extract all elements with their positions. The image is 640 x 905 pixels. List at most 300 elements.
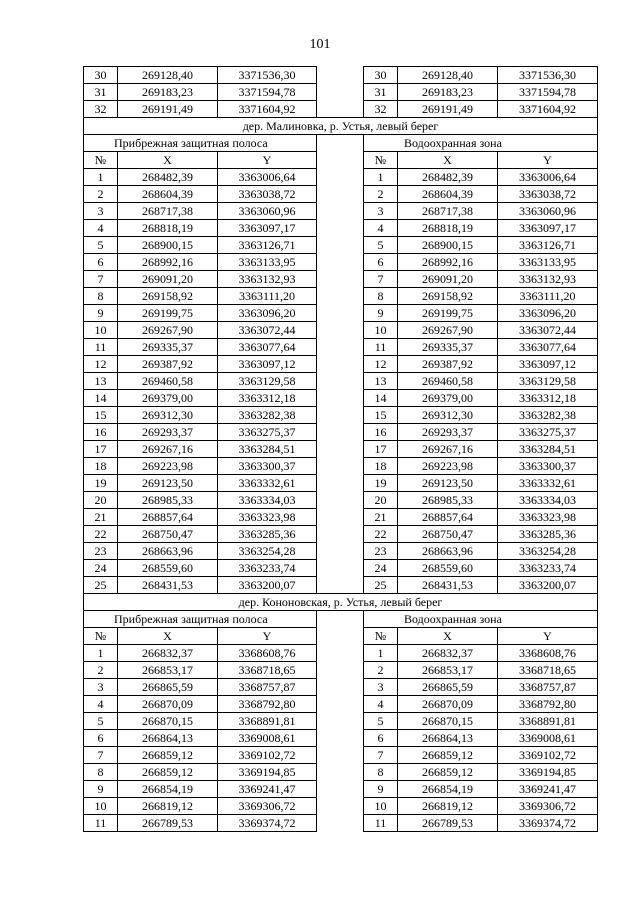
- point-number: 8: [364, 764, 398, 781]
- coord-x: 266854,19: [398, 781, 498, 798]
- table-row: [84, 288, 598, 305]
- point-number: 16: [364, 424, 398, 441]
- point-number: 32: [364, 101, 398, 118]
- point-number: 4: [364, 696, 398, 713]
- table-row: [84, 492, 598, 509]
- point-number: 11: [364, 815, 398, 832]
- coord-x: 269460,58: [398, 373, 498, 390]
- point-number: 9: [84, 781, 118, 798]
- point-number: 7: [364, 747, 398, 764]
- point-number: 4: [364, 220, 398, 237]
- coord-x: 266859,12: [398, 747, 498, 764]
- table-row: [84, 203, 598, 220]
- column-gap: [317, 815, 364, 832]
- coord-y: 3363111,20: [498, 288, 598, 305]
- column-header-x: X: [118, 152, 218, 169]
- column-gap: [317, 288, 364, 305]
- column-gap: [317, 84, 364, 101]
- table-row: [84, 560, 598, 577]
- column-gap: [317, 390, 364, 407]
- table-row: [84, 305, 598, 322]
- column-gap: [317, 730, 364, 747]
- coordinates-table: [83, 66, 598, 832]
- table-row: [84, 84, 598, 101]
- table-row: [84, 815, 598, 832]
- point-number: 15: [84, 407, 118, 424]
- coord-x: 266870,09: [118, 696, 218, 713]
- coord-x: 268604,39: [398, 186, 498, 203]
- table-row: [84, 543, 598, 560]
- coord-x: 269293,37: [118, 424, 218, 441]
- column-gap: [317, 679, 364, 696]
- column-gap: [317, 492, 364, 509]
- coord-x: 268992,16: [398, 254, 498, 271]
- page-number: 101: [309, 37, 331, 52]
- point-number: 20: [84, 492, 118, 509]
- coord-x: 269223,98: [398, 458, 498, 475]
- coord-y: 3363060,96: [218, 203, 317, 220]
- coord-y: 3363284,51: [218, 441, 317, 458]
- column-gap: [317, 662, 364, 679]
- column-gap: [317, 441, 364, 458]
- column-gap: [317, 356, 364, 373]
- coord-y: 3363132,93: [498, 271, 598, 288]
- coord-y: 3368891,81: [218, 713, 317, 730]
- coord-y: 3369374,72: [498, 815, 598, 832]
- coord-y: 3368757,87: [218, 679, 317, 696]
- zone-label-row: [84, 135, 598, 152]
- coord-y: 3363312,18: [218, 390, 317, 407]
- section-title-row: [84, 118, 598, 135]
- coord-y: 3363060,96: [498, 203, 598, 220]
- coord-x: 269191,49: [398, 101, 498, 118]
- point-number: 21: [364, 509, 398, 526]
- coord-x: 269191,49: [118, 101, 218, 118]
- point-number: 3: [84, 679, 118, 696]
- coord-y: 3363129,58: [498, 373, 598, 390]
- coord-y: 3363096,20: [498, 305, 598, 322]
- column-header-number: №: [364, 152, 398, 169]
- point-number: 5: [84, 237, 118, 254]
- point-number: 3: [364, 203, 398, 220]
- point-number: 11: [84, 815, 118, 832]
- coord-x: 266859,12: [398, 764, 498, 781]
- coord-x: 266865,59: [118, 679, 218, 696]
- coord-y: 3363038,72: [498, 186, 598, 203]
- column-gap: [317, 186, 364, 203]
- coord-x: 269158,92: [118, 288, 218, 305]
- column-gap: [317, 747, 364, 764]
- table-row: [84, 781, 598, 798]
- coord-x: 266870,15: [398, 713, 498, 730]
- coord-x: 269267,90: [118, 322, 218, 339]
- coord-x: 269223,98: [118, 458, 218, 475]
- coord-y: 3368757,87: [498, 679, 598, 696]
- point-number: 22: [84, 526, 118, 543]
- point-number: 8: [84, 764, 118, 781]
- coord-y: 3371604,92: [498, 101, 598, 118]
- section-title-row: [84, 594, 598, 611]
- coord-y: 3363284,51: [498, 441, 598, 458]
- coord-y: 3363126,71: [498, 237, 598, 254]
- column-gap: [317, 713, 364, 730]
- coord-x: 266870,09: [398, 696, 498, 713]
- column-gap: [317, 628, 364, 645]
- point-number: 12: [364, 356, 398, 373]
- coord-x: 268985,33: [118, 492, 218, 509]
- column-header-number: №: [84, 152, 118, 169]
- coord-y: 3363132,93: [218, 271, 317, 288]
- coord-x: 268900,15: [118, 237, 218, 254]
- column-gap: [317, 577, 364, 594]
- point-number: 14: [364, 390, 398, 407]
- coord-x: 266819,12: [398, 798, 498, 815]
- table-row: [84, 101, 598, 118]
- coord-x: 268431,53: [118, 577, 218, 594]
- coord-x: 269128,40: [398, 67, 498, 84]
- zone-label-row: [84, 611, 598, 628]
- coord-x: 269158,92: [398, 288, 498, 305]
- point-number: 30: [364, 67, 398, 84]
- column-gap: [317, 237, 364, 254]
- point-number: 5: [364, 237, 398, 254]
- point-number: 3: [84, 203, 118, 220]
- point-number: 1: [84, 169, 118, 186]
- coord-x: 266854,19: [118, 781, 218, 798]
- coord-x: 266864,13: [398, 730, 498, 747]
- coord-x: 268818,19: [118, 220, 218, 237]
- coord-y: 3371594,78: [498, 84, 598, 101]
- column-gap: [317, 169, 364, 186]
- point-number: 18: [364, 458, 398, 475]
- point-number: 1: [364, 169, 398, 186]
- coord-x: 266819,12: [118, 798, 218, 815]
- table-row: [84, 220, 598, 237]
- coord-y: 3369374,72: [218, 815, 317, 832]
- coord-y: 3371536,30: [498, 67, 598, 84]
- water-protection-zone-label: Водоохранная зона: [364, 611, 598, 628]
- table-row: [84, 169, 598, 186]
- table-row: [84, 645, 598, 662]
- coord-x: 269123,50: [398, 475, 498, 492]
- table-row: [84, 730, 598, 747]
- coord-x: 268750,47: [398, 526, 498, 543]
- column-gap: [317, 560, 364, 577]
- point-number: 19: [84, 475, 118, 492]
- column-gap: [317, 254, 364, 271]
- coord-y: 3363233,74: [218, 560, 317, 577]
- coord-y: 3363323,98: [498, 509, 598, 526]
- point-number: 6: [84, 254, 118, 271]
- column-header-number: №: [84, 628, 118, 645]
- coord-y: 3363300,37: [498, 458, 598, 475]
- column-gap: [317, 526, 364, 543]
- coord-x: 269267,16: [398, 441, 498, 458]
- point-number: 17: [84, 441, 118, 458]
- point-number: 9: [84, 305, 118, 322]
- coord-y: 3363096,20: [218, 305, 317, 322]
- coord-y: 3363285,36: [498, 526, 598, 543]
- table-row: [84, 764, 598, 781]
- point-number: 11: [84, 339, 118, 356]
- coord-x: 266789,53: [398, 815, 498, 832]
- coord-x: 269460,58: [118, 373, 218, 390]
- column-gap: [317, 475, 364, 492]
- point-number: 10: [364, 322, 398, 339]
- coord-y: 3368792,80: [498, 696, 598, 713]
- coord-x: 268717,38: [118, 203, 218, 220]
- coord-x: 266832,37: [398, 645, 498, 662]
- column-header-x: X: [398, 628, 498, 645]
- coord-x: 269387,92: [118, 356, 218, 373]
- coord-x: 269312,30: [398, 407, 498, 424]
- coord-x: 269312,30: [118, 407, 218, 424]
- coord-x: 266853,17: [398, 662, 498, 679]
- coord-y: 3363111,20: [218, 288, 317, 305]
- coord-x: 269335,37: [118, 339, 218, 356]
- table-row: [84, 509, 598, 526]
- point-number: 10: [84, 322, 118, 339]
- coord-y: 3363233,74: [498, 560, 598, 577]
- point-number: 30: [84, 67, 118, 84]
- coord-y: 3363285,36: [218, 526, 317, 543]
- point-number: 24: [364, 560, 398, 577]
- point-number: 2: [364, 186, 398, 203]
- column-header-y: Y: [218, 152, 317, 169]
- coord-x: 269128,40: [118, 67, 218, 84]
- column-header-number: №: [364, 628, 398, 645]
- column-gap: [317, 645, 364, 662]
- point-number: 1: [84, 645, 118, 662]
- table-row: [84, 662, 598, 679]
- column-gap: [317, 424, 364, 441]
- coord-x: 266859,12: [118, 747, 218, 764]
- point-number: 8: [84, 288, 118, 305]
- coord-x: 268818,19: [398, 220, 498, 237]
- coord-x: 266832,37: [118, 645, 218, 662]
- section-title: дер. Малиновка, р. Устья, левый берег: [84, 118, 598, 135]
- coord-x: 269379,00: [118, 390, 218, 407]
- coord-y: 3363006,64: [498, 169, 598, 186]
- table-row: [84, 526, 598, 543]
- coord-x: 268604,39: [118, 186, 218, 203]
- coord-y: 3371536,30: [218, 67, 317, 84]
- point-number: 31: [84, 84, 118, 101]
- coastal-strip-label: Прибрежная защитная полоса: [84, 611, 317, 628]
- point-number: 10: [84, 798, 118, 815]
- coord-y: 3363275,37: [498, 424, 598, 441]
- table-row: [84, 696, 598, 713]
- coord-y: 3368792,80: [218, 696, 317, 713]
- table-row: [84, 271, 598, 288]
- point-number: 6: [364, 254, 398, 271]
- coord-y: 3363334,03: [498, 492, 598, 509]
- table-row: [84, 713, 598, 730]
- column-gap: [317, 373, 364, 390]
- column-gap: [317, 407, 364, 424]
- coord-y: 3363072,44: [218, 322, 317, 339]
- coord-x: 269387,92: [398, 356, 498, 373]
- point-number: 31: [364, 84, 398, 101]
- column-gap: [317, 271, 364, 288]
- coord-y: 3363072,44: [498, 322, 598, 339]
- coord-y: 3363323,98: [218, 509, 317, 526]
- point-number: 18: [84, 458, 118, 475]
- table-row: [84, 577, 598, 594]
- coord-x: 269199,75: [398, 305, 498, 322]
- coord-x: 269199,75: [118, 305, 218, 322]
- column-header-x: X: [398, 152, 498, 169]
- point-number: 25: [84, 577, 118, 594]
- coord-y: 3363077,64: [218, 339, 317, 356]
- point-number: 20: [364, 492, 398, 509]
- point-number: 14: [84, 390, 118, 407]
- column-gap: [317, 764, 364, 781]
- table-row: [84, 424, 598, 441]
- coord-x: 266789,53: [118, 815, 218, 832]
- coord-y: 3363200,07: [218, 577, 317, 594]
- point-number: 32: [84, 101, 118, 118]
- coord-y: 3369306,72: [218, 798, 317, 815]
- coord-y: 3363300,37: [218, 458, 317, 475]
- table-row: [84, 407, 598, 424]
- coord-y: 3368608,76: [498, 645, 598, 662]
- coord-x: 266865,59: [398, 679, 498, 696]
- coord-y: 3368718,65: [218, 662, 317, 679]
- coord-x: 268985,33: [398, 492, 498, 509]
- point-number: 19: [364, 475, 398, 492]
- column-header-row: [84, 152, 598, 169]
- point-number: 7: [84, 271, 118, 288]
- point-number: 3: [364, 679, 398, 696]
- coord-y: 3363200,07: [498, 577, 598, 594]
- coastal-strip-label: Прибрежная защитная полоса: [84, 135, 317, 152]
- coord-y: 3369241,47: [218, 781, 317, 798]
- table-row: [84, 254, 598, 271]
- point-number: 8: [364, 288, 398, 305]
- coord-y: 3363097,17: [218, 220, 317, 237]
- table-row: [84, 390, 598, 407]
- coord-x: 269183,23: [118, 84, 218, 101]
- coord-y: 3371604,92: [218, 101, 317, 118]
- point-number: 10: [364, 798, 398, 815]
- coord-x: 266859,12: [118, 764, 218, 781]
- coord-x: 266864,13: [118, 730, 218, 747]
- point-number: 1: [364, 645, 398, 662]
- coord-y: 3368891,81: [498, 713, 598, 730]
- point-number: 21: [84, 509, 118, 526]
- table-row: [84, 798, 598, 815]
- column-gap: [317, 220, 364, 237]
- coord-x: 269335,37: [398, 339, 498, 356]
- coord-y: 3363126,71: [218, 237, 317, 254]
- table-row: [84, 458, 598, 475]
- coord-x: 266853,17: [118, 662, 218, 679]
- coord-x: 268431,53: [398, 577, 498, 594]
- point-number: 2: [84, 186, 118, 203]
- coord-x: 268663,96: [118, 543, 218, 560]
- coord-y: 3368608,76: [218, 645, 317, 662]
- point-number: 25: [364, 577, 398, 594]
- column-gap: [317, 67, 364, 84]
- coord-x: 268717,38: [398, 203, 498, 220]
- point-number: 13: [364, 373, 398, 390]
- coord-y: 3363097,17: [498, 220, 598, 237]
- coord-y: 3363097,12: [218, 356, 317, 373]
- column-header-y: Y: [498, 628, 598, 645]
- coord-x: 268559,60: [398, 560, 498, 577]
- point-number: 6: [364, 730, 398, 747]
- table-row: [84, 339, 598, 356]
- coord-y: 3363254,28: [218, 543, 317, 560]
- coord-y: 3363275,37: [218, 424, 317, 441]
- coord-x: 269293,37: [398, 424, 498, 441]
- table-row: [84, 186, 598, 203]
- column-gap: [317, 305, 364, 322]
- coord-x: 268559,60: [118, 560, 218, 577]
- table-row: [84, 475, 598, 492]
- coord-x: 268992,16: [118, 254, 218, 271]
- point-number: 13: [84, 373, 118, 390]
- coord-x: 268900,15: [398, 237, 498, 254]
- water-protection-zone-label: Водоохранная зона: [364, 135, 598, 152]
- coord-y: 3369241,47: [498, 781, 598, 798]
- coord-y: 3369306,72: [498, 798, 598, 815]
- point-number: 4: [84, 220, 118, 237]
- column-header-y: Y: [498, 152, 598, 169]
- point-number: 7: [84, 747, 118, 764]
- table-row: [84, 747, 598, 764]
- column-gap: [317, 798, 364, 815]
- point-number: 17: [364, 441, 398, 458]
- coord-y: 3363133,95: [498, 254, 598, 271]
- point-number: 6: [84, 730, 118, 747]
- column-gap: [317, 781, 364, 798]
- table-row: [84, 679, 598, 696]
- table-row: [84, 237, 598, 254]
- coord-x: 269183,23: [398, 84, 498, 101]
- point-number: 2: [364, 662, 398, 679]
- point-number: 2: [84, 662, 118, 679]
- column-gap: [317, 509, 364, 526]
- column-gap: [317, 203, 364, 220]
- point-number: 5: [364, 713, 398, 730]
- section-title: дер. Кононовская, р. Устья, левый берег: [84, 594, 598, 611]
- column-gap: [317, 101, 364, 118]
- coord-y: 3363133,95: [218, 254, 317, 271]
- column-gap: [317, 543, 364, 560]
- point-number: 15: [364, 407, 398, 424]
- coord-y: 3369194,85: [498, 764, 598, 781]
- point-number: 23: [364, 543, 398, 560]
- coord-y: 3363006,64: [218, 169, 317, 186]
- coord-x: 268482,39: [118, 169, 218, 186]
- coord-y: 3363312,18: [498, 390, 598, 407]
- column-gap: [317, 152, 364, 169]
- table-row: [84, 322, 598, 339]
- column-header-y: Y: [218, 628, 317, 645]
- table-row: [84, 441, 598, 458]
- coord-y: 3368718,65: [498, 662, 598, 679]
- coord-y: 3363332,61: [218, 475, 317, 492]
- coord-x: 268857,64: [118, 509, 218, 526]
- coord-y: 3363332,61: [498, 475, 598, 492]
- point-number: 9: [364, 305, 398, 322]
- coord-x: 269123,50: [118, 475, 218, 492]
- coord-x: 269379,00: [398, 390, 498, 407]
- coord-y: 3363129,58: [218, 373, 317, 390]
- coord-y: 3363097,12: [498, 356, 598, 373]
